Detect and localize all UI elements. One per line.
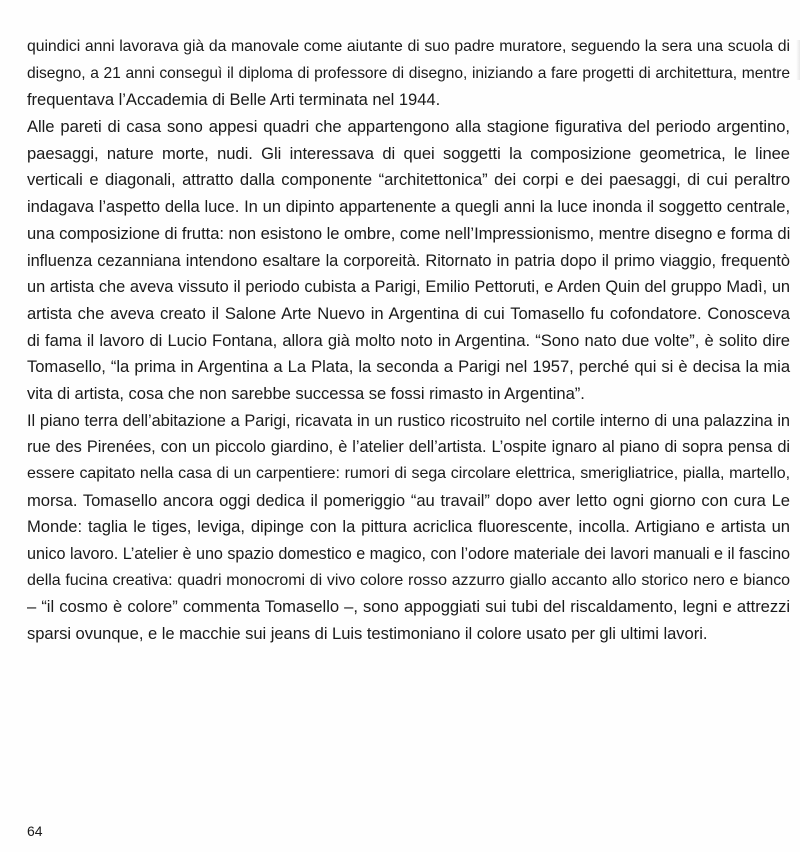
page-edge-shadow [796,40,800,80]
text-line: vita di artista, cosa che non sarebbe successa se fossi rimasto in Argentina”. [27,383,585,403]
text-line: un artista che aveva vissuto il periodo cubista a Parigi, Emilio Pettoruti, e Arden Quin del gruppo Madì, un [27,278,790,297]
text-line: paesaggi, nature morte, nudi. Gli interessava di quei soggetti la composizione geometrica, le linee [27,143,790,163]
text-line: della fucina creativa: quadri monocromi di vivo colore rosso azzurro giallo accanto allo storico nero e bianco [27,571,790,589]
text-line: Tomasello, “la prima in Argentina a La Plata, la seconda a Parigi nel 1957, perché qui si è decisa la mia [27,357,790,377]
text-line: una composizione di frutta: non esistono le ombre, come nell’Impressionismo, mentre disegno e forma di [27,223,791,243]
text-line: morsa. Tomasello ancora oggi dedica il pomeriggio “au travail” dopo aver letto ogni giorno con cura Le [27,490,790,510]
text-line: Il piano terra dell’abitazione a Parigi, ricavata in un rustico ricostruito nel cortile interno di una palazzina in [27,411,790,430]
page-number: 64 [27,823,43,839]
text-line: frequentava l’Accademia di Belle Arti terminata nel 1944. [27,90,441,110]
text-line: rue des Pirenées, con un piccolo giardino, è l’atelier dell’artista. L’ospite ignaro al piano di sopra pensa di [27,438,790,457]
text-line: indagava l’aspetto della luce. In un dipinto appartenente a quegli anni la luce inonda il soggetto centrale, [27,197,790,217]
text-line: verticali e diagonali, attratto dalla componente “architettonica” dei corpi e dei paesaggi, di cui peraltro [27,170,790,190]
text-line: sparsi ovunque, e le macchie sui jeans di Luis testimoniano il colore usato per gli ultimi lavori. [27,624,708,644]
text-line: Alle pareti di casa sono appesi quadri che appartengono alla stagione figurativa del periodo argentino, [27,117,790,137]
text-line: artista che aveva creato il Salone Arte Nuevo in Argentina di cui Tomasello fu cofondatore. Conosceva [27,303,790,323]
text-line: disegno, a 21 anni conseguì il diploma di professore di disegno, iniziando a fare progetti di architettura, mentre [27,64,790,82]
text-line: di fama il lavoro di Lucio Fontana, allora già molto noto in Argentina. “Sono nato due volte”, è solito dire [27,330,790,350]
text-line: influenza cezanniana intendono esaltare la corporeità. Ritornato in patria dopo il primo viaggio, frequentò [27,251,790,270]
text-line: unico lavoro. L’atelier è uno spazio domestico e magico, con l’odore materiale dei lavori manuali e il fascino [27,545,790,564]
body-text [27,34,790,648]
text-line: – “il cosmo è colore” commenta Tomasello –, sono appoggiati sui tubi del riscaldamento, legni e attrezzi [27,597,790,617]
text-line: essere capitato nella casa di un carpentiere: rumori di sega circolare elettrica, smerigliatrice, pialla, martello, [27,465,790,482]
text-line: quindici anni lavorava già da manovale come aiutante di suo padre muratore, seguendo la sera una scuola di [27,38,790,55]
text-line: Monde: taglia le tiges, leviga, dipinge con la pittura acriclica fluorescente, incolla. Artigiano e artista un [27,517,790,537]
